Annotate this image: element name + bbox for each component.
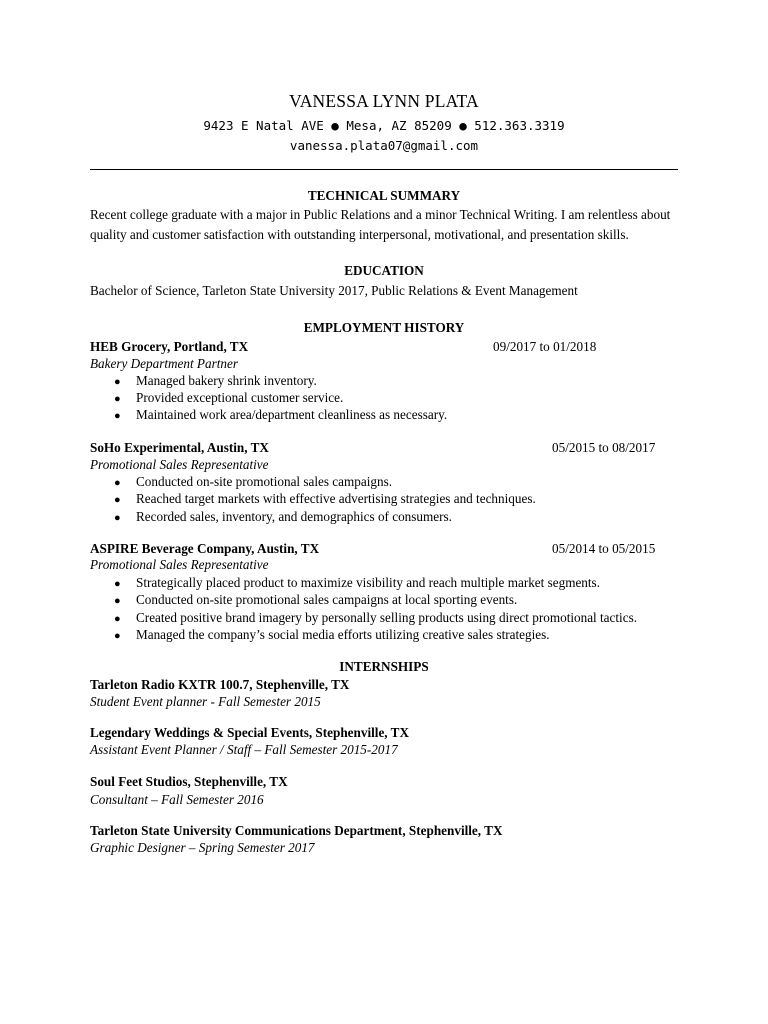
education-text: Bachelor of Science, Tarleton State University 2017, Public Relations & Event Management [90, 283, 578, 298]
bullet-dot: ● [114, 595, 121, 607]
job-bullet: Created positive brand imagery by personally selling products using direct promotional tactics. [136, 610, 638, 625]
job-company: ASPIRE Beverage Company, Austin, TX [90, 541, 320, 556]
technical-summary-heading: TECHNICAL SUMMARY [307, 188, 461, 203]
job-bullet: Reached target markets with effective advertising strategies and techniques. [136, 491, 536, 506]
employment-heading: EMPLOYMENT HISTORY [303, 320, 465, 335]
email-line: vanessa.plata07@gmail.com [289, 138, 479, 153]
internship-role: Assistant Event Planner / Staff – Fall Semester 2015-2017 [90, 742, 398, 757]
job-role: Promotional Sales Representative [90, 557, 269, 572]
internship-role: Graphic Designer – Spring Semester 2017 [90, 840, 315, 855]
bullet-dot: ● [114, 512, 121, 524]
bullet-dot: ● [114, 630, 121, 642]
resume-name: VANESSA LYNN PLATA [289, 91, 479, 111]
internship-org: Legendary Weddings & Special Events, Stephenville, TX [90, 725, 409, 740]
bullet-dot: ● [114, 410, 121, 422]
bullet-dot: ● [114, 578, 121, 590]
bullet-dot: ● [114, 613, 121, 625]
job-dates: 05/2014 to 05/2015 [552, 541, 656, 556]
job-bullet: Recorded sales, inventory, and demographics of consumers. [136, 509, 452, 524]
job-bullet: Conducted on-site promotional sales campaigns at local sporting events. [136, 592, 518, 607]
job-role: Promotional Sales Representative [90, 457, 269, 472]
address-line: 9423 E Natal AVE ● Mesa, AZ 85209 ● 512.363.3319 [203, 118, 565, 133]
job-bullet: Provided exceptional customer service. [136, 390, 344, 405]
internship-role: Student Event planner - Fall Semester 2015 [90, 694, 321, 709]
job-bullet: Managed bakery shrink inventory. [136, 373, 317, 388]
education-heading: EDUCATION [344, 263, 424, 278]
job-bullet: Conducted on-site promotional sales campaigns. [136, 474, 393, 489]
job-dates: 09/2017 to 01/2018 [493, 339, 597, 354]
job-company: SoHo Experimental, Austin, TX [90, 440, 269, 455]
internship-org: Tarleton Radio KXTR 100.7, Stephenville, TX [90, 677, 350, 692]
job-bullet: Managed the company’s social media efforts utilizing creative sales strategies. [136, 627, 550, 642]
bullet-dot: ● [114, 477, 121, 489]
job-bullet: Strategically placed product to maximize visibility and reach multiple market segments. [136, 575, 600, 590]
job-role: Bakery Department Partner [90, 356, 238, 371]
header-divider [90, 169, 678, 170]
bullet-dot: ● [114, 494, 121, 506]
internship-org: Tarleton State University Communications Department, Stephenville, TX [90, 823, 503, 838]
job-bullet: Maintained work area/department cleanliness as necessary. [136, 407, 448, 422]
job-company: HEB Grocery, Portland, TX [90, 339, 249, 354]
bullet-dot: ● [114, 393, 121, 405]
internship-role: Consultant – Fall Semester 2016 [90, 792, 264, 807]
internship-org: Soul Feet Studios, Stephenville, TX [90, 774, 288, 789]
bullet-dot: ● [114, 376, 121, 388]
technical-summary-text: Recent college graduate with a major in Public Relations and a minor Technical Writing. I am relentless about quality and customer satisfaction with outstanding interpersonal, motivational, and presentation skills. [90, 207, 671, 242]
internships-heading: INTERNSHIPS [339, 659, 429, 674]
job-dates: 05/2015 to 08/2017 [552, 440, 656, 455]
